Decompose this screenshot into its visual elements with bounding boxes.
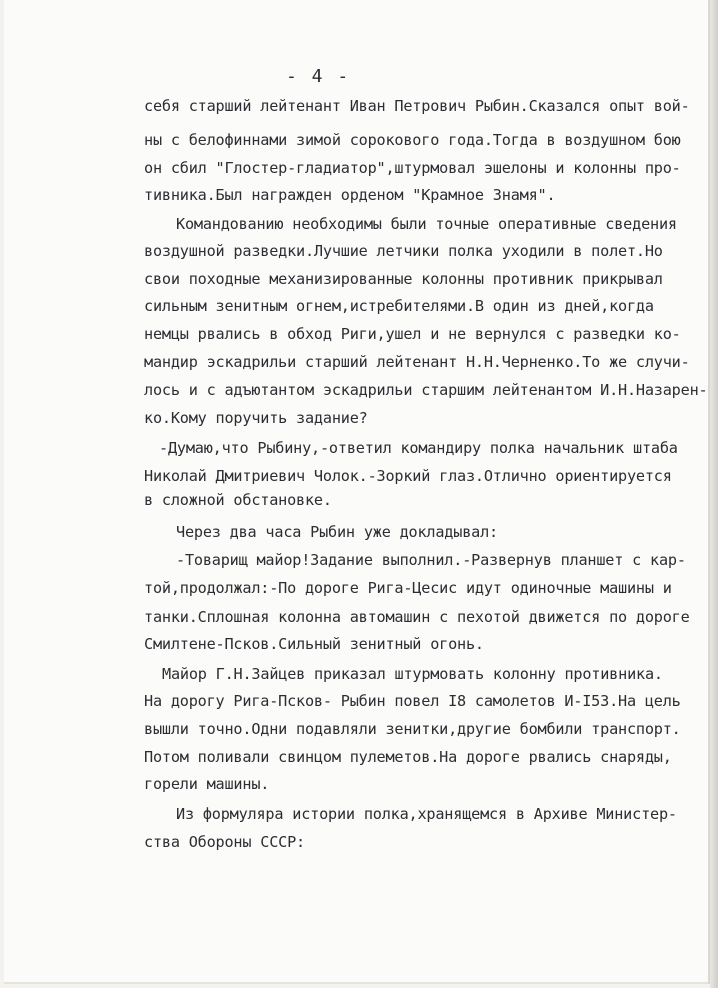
- text-line: вышли точно.Одни подавляли зенитки,другие бомбили транспорт.: [144, 720, 681, 738]
- document-page: [4, 0, 710, 984]
- text-line: мандир эскадрильи старший лейтенант Н.Н.Черненко.То же случи-: [144, 353, 690, 371]
- text-line: сильным зенитным огнем,истребителями.В один из дней,когда: [144, 297, 654, 315]
- text-line: лось и с адъютантом эскадрильи старшим лейтенантом И.Н.Назарен-: [144, 381, 708, 399]
- text-line: свои походные механизированные колонны противник прикрывал: [144, 270, 663, 288]
- page-number: - 4 -: [286, 66, 351, 87]
- scan-edge: [710, 0, 718, 988]
- text-line: Из формуляра истории полка,хранящемся в Архиве Министер-: [176, 805, 677, 823]
- text-line: немцы рвались в обход Риги,ушел и не вернулся с разведки ко-: [144, 325, 681, 343]
- text-line: Майор Г.Н.Зайцев приказал штурмовать колонну противника.: [162, 665, 663, 683]
- text-line: он сбил "Глостер-гладиатор",штурмовал эшелоны и колонны про-: [144, 159, 681, 177]
- text-line: себя старший лейтенант Иван Петрович Рыбин.Сказался опыт вой-: [144, 97, 690, 115]
- text-line: Через два часа Рыбин уже докладывал:: [176, 523, 498, 541]
- text-line: -Товарищ майор!Задание выполнил.-Развернув планшет с кар-: [176, 551, 686, 569]
- text-line: ства Обороны СССР:: [144, 833, 305, 851]
- text-line: -Думаю,что Рыбину,-ответил командиру полка начальник штаба: [159, 439, 678, 457]
- text-line: воздушной разведки.Лучшие летчики полка уходили в полет.Но: [144, 242, 663, 260]
- text-line: ко.Кому поручить задание?: [144, 409, 368, 427]
- text-line: той,продолжал:-По дороге Рига-Цесис идут одиночные машины и: [144, 579, 672, 597]
- text-line: Смилтене-Псков.Сильный зенитный огонь.: [144, 635, 484, 653]
- text-line: Потом поливали свинцом пулеметов.На дороге рвались снаряды,: [144, 748, 672, 766]
- text-line: в сложной обстановке.: [144, 491, 332, 509]
- text-line: танки.Сплошная колонна автомашин с пехотой движется по дороге: [144, 608, 690, 626]
- text-line: горели машины.: [144, 775, 270, 793]
- text-line: ны с белофиннами зимой сорокового года.Тогда в воздушном бою: [144, 131, 681, 149]
- text-line: Командованию необходимы были точные оперативные сведения: [176, 215, 677, 233]
- text-line: тивника.Был награжден орденом "Крамное Знамя".: [144, 186, 556, 204]
- text-line: Николай Дмитриевич Чолок.-Зоркий глаз.Отлично ориентируется: [144, 467, 672, 485]
- text-line: На дорогу Рига-Псков- Рыбин повел I8 самолетов И-I53.На цель: [144, 692, 681, 710]
